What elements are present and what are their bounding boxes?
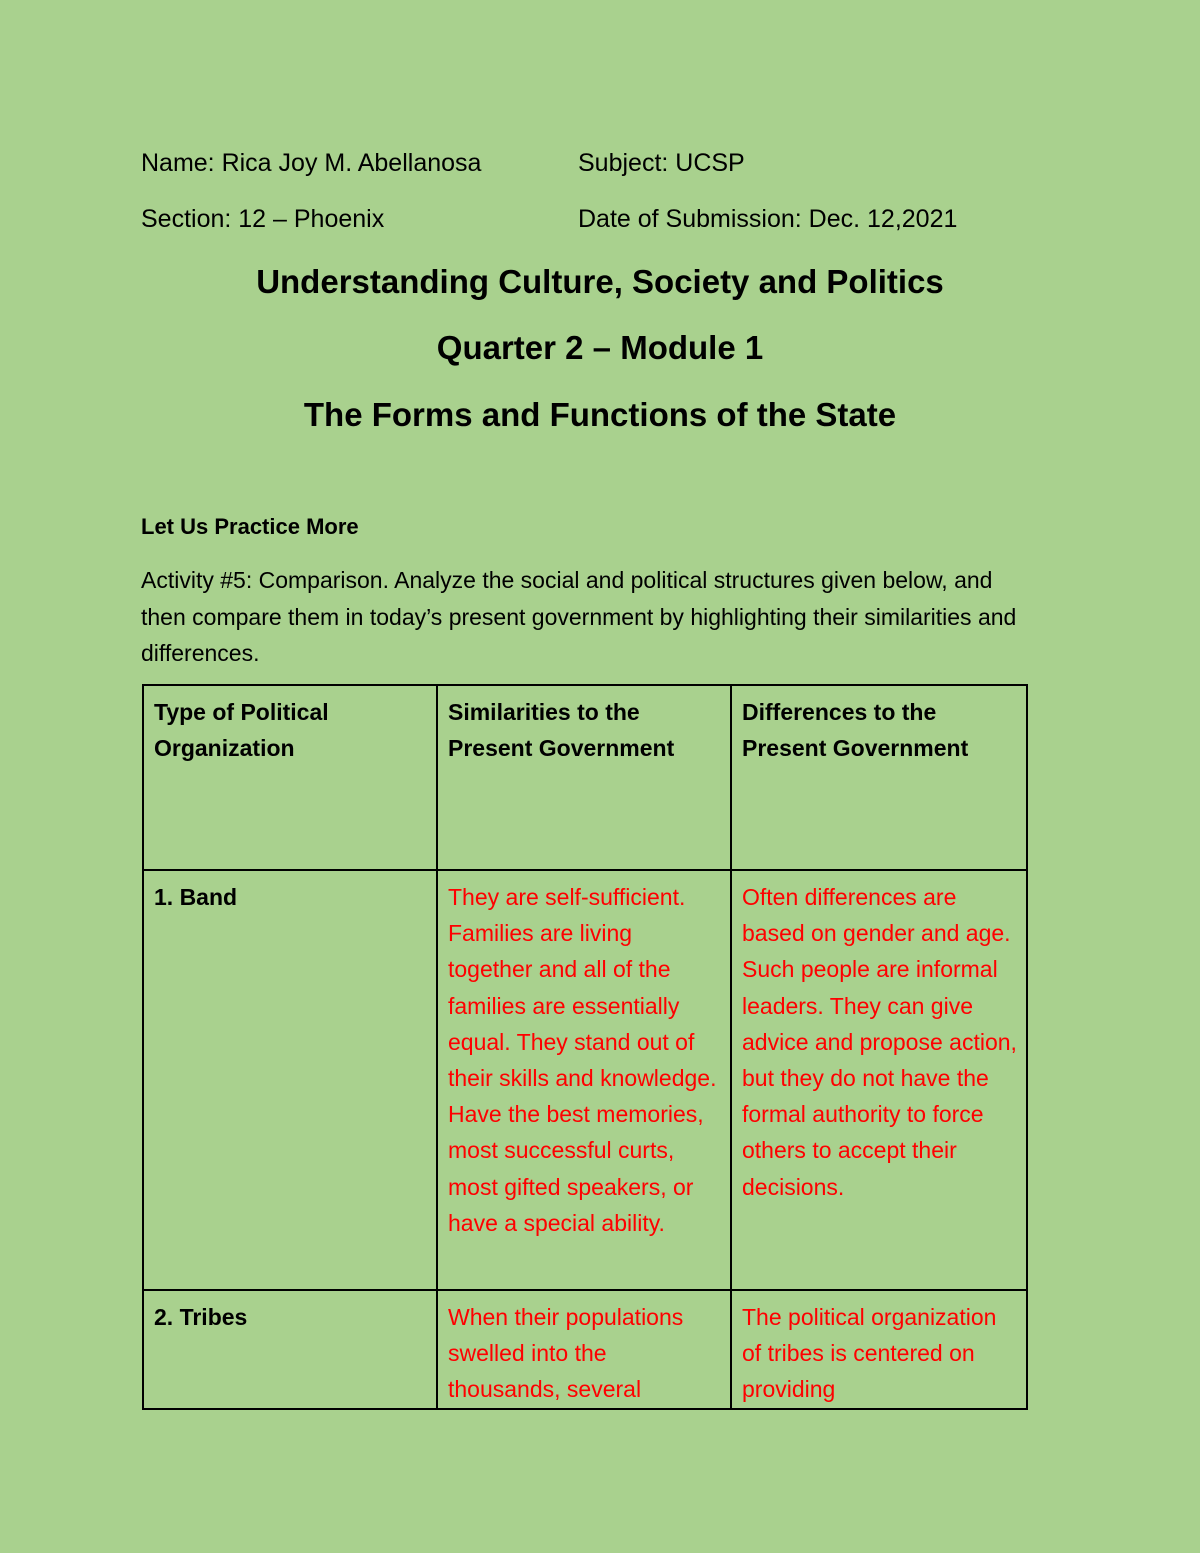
subject-label: Subject: UCSP (578, 149, 745, 177)
header-similarities: Similarities to the Present Government (437, 685, 731, 870)
comparison-table (142, 684, 1028, 1410)
table-row (143, 1290, 1027, 1409)
submission-date: Date of Submission: Dec. 12,2021 (578, 205, 958, 233)
row-type-tribes: 2. Tribes (143, 1290, 437, 1409)
row-differences-tribes: The political organization of tribes is centered on providing (731, 1290, 1027, 1409)
row-similarities-tribes: When their populations swelled into the thousands, several (437, 1290, 731, 1409)
student-name: Name: Rica Joy M. Abellanosa (141, 149, 482, 177)
table-row (143, 870, 1027, 1290)
activity-instructions: Activity #5: Comparison. Analyze the social and political structures given below, and then compare them in today’s present government by highlighting their similarities and differences. (141, 567, 1017, 666)
header-type: Type of Political Organization (143, 685, 437, 870)
section-label: Section: 12 – Phoenix (141, 205, 385, 233)
row-differences-band: Often differences are based on gender and age. Such people are informal leaders. They can give advice and propose action, but they do not have the formal authority to force others to accept their decisions. (731, 870, 1027, 1290)
header-differences: Differences to the Present Government (731, 685, 1027, 870)
table-header-row (143, 685, 1027, 870)
topic-title: The Forms and Functions of the State (303, 396, 897, 433)
course-title: Understanding Culture, Society and Politics (256, 263, 944, 300)
row-similarities-band: They are self-sufficient. Families are living together and all of the families are essentially equal. They stand out of their skills and knowledge. Have the best memories, most successful curts, most gifted speakers, or have a special ability. (437, 870, 731, 1290)
section-heading: Let Us Practice More (141, 514, 359, 539)
row-type-band: 1. Band (143, 870, 437, 1290)
module-title: Quarter 2 – Module 1 (436, 329, 764, 366)
